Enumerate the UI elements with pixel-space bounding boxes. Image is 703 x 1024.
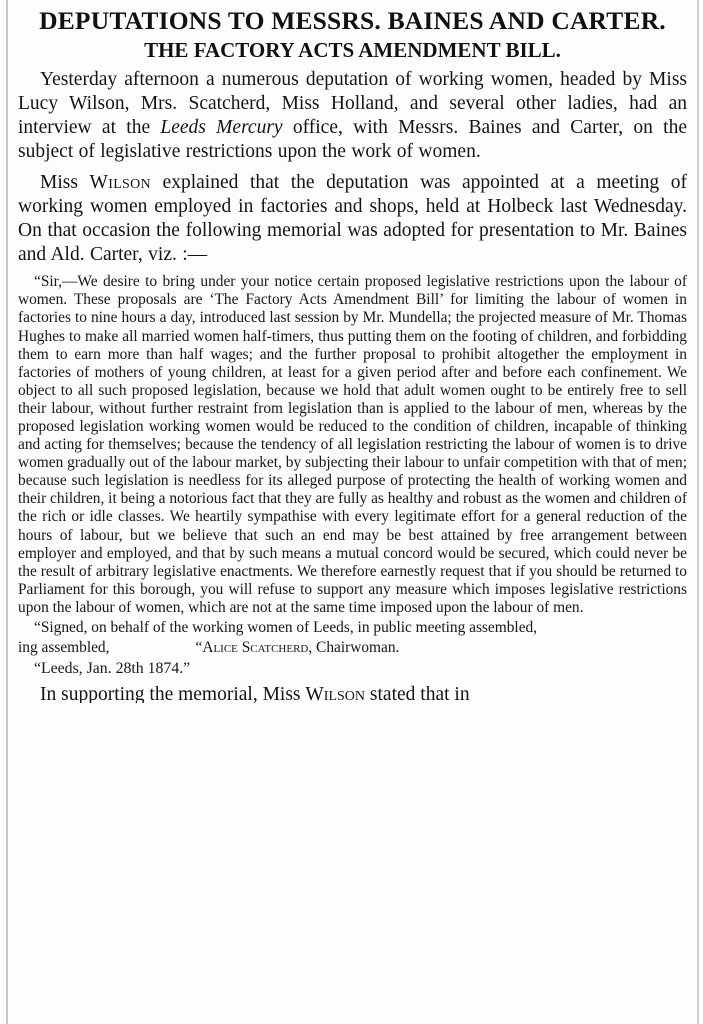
paragraph-continuation-prefix: In supporting the memorial, Miss xyxy=(40,684,306,704)
paragraph-deputation-text: explained that the deputation was appointed at a meeting of working women employed in factories and shops, held at Holbeck last Wednesday. On that occasion the following memorial was adopted for presentation to Mr. Baines and Ald. Carter, viz. :— xyxy=(18,171,688,266)
paragraph-deputation xyxy=(18,171,687,268)
paragraph-deputation-prefix: Miss xyxy=(40,171,90,193)
publication-name: Leeds Mercury xyxy=(160,117,283,139)
speaker-name-wilson-2: Wilson xyxy=(305,684,366,704)
signature-open-quote: “ xyxy=(195,639,203,657)
dateline: “Leeds, Jan. 28th 1874.” xyxy=(34,660,191,678)
paragraph-continuation-suffix: stated that in xyxy=(365,684,470,704)
memorial-text: “Sir,—We desire to bring under your notice certain proposed legislative restrictions upon the labour of women. These proposals are ‘The Factory Acts Amendment Bill’ for limiting the labour of women in factories to nine hours a day, introduced last session by Mr. Mundella; the projected measure of Mr. Thomas Hughes to make all married women half-timers, thus putting them on the footing of children, and forbidding them to earn more than half wages; and the further proposal to prohibit altogether the employment in factories of mothers of young children, at least for a given period after and before each confinement. We object to all such proposed legislation, because we hold that adult women ought to be entirely free to sell their labour, without further restraint from legislation than is applied to the labour of men, whereas by the proposed legislation working women would be reduced to the condition of children, incapable of thinking and acting for themselves; because the tendency of all legislation restricting the labour of women is to drive women gradually out of the labour market, by subjecting their labour to unfair competition with that of men; because such legislation is needless for its alleged purpose of protecting the health of working women and their children, it being a notorious fact that they are fully as healthy and robust as the women and children of the rich or idle classes. We heartily sympathise with every legitimate effort for a general reduction of the hours of labour, but we believe that such an end may be best attained by free arrangement between employer and employed, and that by such means a mutual concord would be secured, which could never be the result of arbitrary legislative enactments. We therefore earnestly request that if you should be returned to Parliament for this borough, you will refuse to support any measure which imposes legislative restrictions upon the labour of women, which are not at the same time imposed upon the labour of men. xyxy=(18,273,687,616)
signature-statement: “Signed, on behalf of the working women of Leeds, in public meeting assembled, xyxy=(34,619,538,637)
paragraph-continuation xyxy=(18,683,687,703)
signatory-name-text: Alice Scatcherd xyxy=(202,639,309,657)
signature-assembled: ing assembled, xyxy=(18,639,110,657)
signatory-title: , Chairwoman. xyxy=(308,639,400,657)
signatory-name xyxy=(195,639,308,657)
right-column-rule xyxy=(697,0,699,1024)
paragraph-intro-text-a: Yesterday afternoon a numerous deputation of working women, headed by Miss Lucy Wilson, Mrs. Scatcherd, Miss Holland, and several other ladies, had an interview at the xyxy=(18,68,687,139)
paragraph-intro-text-b: office, with Messrs. Baines and Carter, on the subject of legislative restrictions upon the work of women. xyxy=(18,117,688,163)
paragraph-intro xyxy=(18,68,687,165)
speaker-name-wilson: Wilson xyxy=(89,171,151,193)
subheading: THE FACTORY ACTS AMENDMENT BILL. xyxy=(144,37,561,62)
signature-row xyxy=(18,639,687,657)
page-title: DEPUTATIONS TO MESSRS. BAINES AND CARTER. xyxy=(39,6,666,35)
left-column-rule xyxy=(6,0,8,1024)
